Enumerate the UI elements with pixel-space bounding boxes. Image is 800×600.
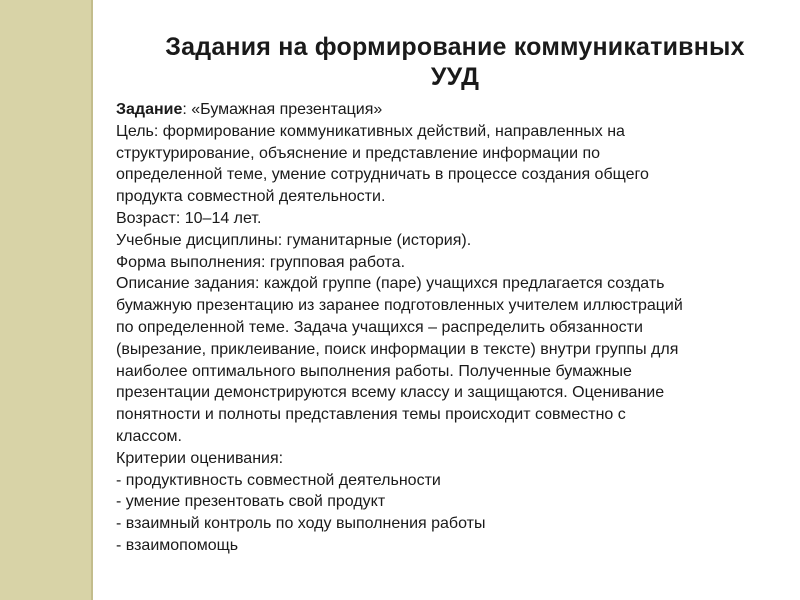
page-title xyxy=(110,32,800,92)
decorative-sidebar xyxy=(0,0,91,600)
text-line: структурирование, объяснение и представление информации по xyxy=(116,144,601,162)
task-value: : «Бумажная презентация» xyxy=(182,101,383,118)
task-heading xyxy=(116,99,786,121)
text-line: Возраст: 10–14 лет. xyxy=(116,209,262,227)
text-line: презентации демонстрируются всему классу и защищаются. Оценивание xyxy=(116,384,665,402)
text-line: (вырезание, приклеивание, поиск информации в тексте) внутри группы для xyxy=(116,340,679,358)
text-line: продукта совместной деятельности. xyxy=(116,188,386,206)
text-line: Учебные дисциплины: гуманитарные (история). xyxy=(116,231,472,249)
criteria-item: - умение презентовать свой продукт xyxy=(116,493,386,511)
sidebar-divider xyxy=(91,0,93,600)
criteria-item: - взаимопомощь xyxy=(116,536,239,554)
criteria-item: - продуктивность совместной деятельности xyxy=(116,471,441,489)
title-line-2: УУД xyxy=(430,63,480,91)
title-line-1: Задания на формирование коммуникативных xyxy=(165,33,745,61)
text-line: определенной теме, умение сотрудничать в процессе создания общего xyxy=(116,166,649,184)
task-description xyxy=(116,99,786,557)
text-line: классом. xyxy=(116,427,182,445)
text-line: Описание задания: каждой группе (паре) учащихся предлагается создать xyxy=(116,275,665,293)
text-line: наиболее оптимального выполнения работы. Полученные бумажные xyxy=(116,362,632,380)
criteria-item: - взаимный контроль по ходу выполнения работы xyxy=(116,515,486,533)
text-line: Цель: формирование коммуникативных действий, направленных на xyxy=(116,122,625,140)
criteria-heading: Критерии оценивания: xyxy=(116,449,284,467)
text-line: по определенной теме. Задача учащихся – распределить обязанности xyxy=(116,318,643,336)
text-line: Форма выполнения: групповая работа. xyxy=(116,253,406,271)
text-line: понятности и полноты представления темы происходит совместно с xyxy=(116,406,626,424)
text-line: бумажную презентацию из заранее подготовленных учителем иллюстраций xyxy=(116,297,683,315)
task-label: Задание xyxy=(116,101,183,118)
